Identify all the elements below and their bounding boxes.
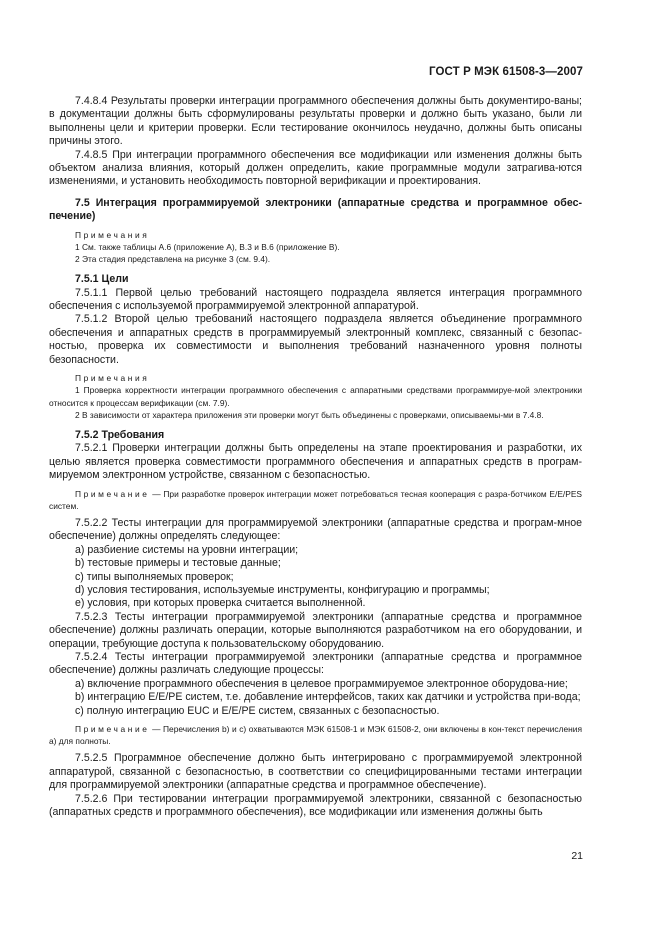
notes-heading: Примечания bbox=[75, 229, 150, 240]
note-item: 2 В зависимости от характера приложения эти проверки могут быть объединены с проверками, описываемы-ми в 7.4.8. bbox=[75, 409, 544, 420]
note-label: Примечание bbox=[75, 488, 150, 499]
note-item: 1 См. также таблицы А.6 (приложение А), В.3 и В.6 (приложение В). bbox=[75, 241, 340, 252]
list-item: c) типы выполняемых проверок; bbox=[75, 570, 234, 583]
list-item: c) полную интеграцию EUC и E/E/PE систем, связанных с безопасностью. bbox=[75, 704, 440, 717]
note-text: — Перечисления b) и c) охватываются МЭК 61508-1 и МЭК 61508-2, они включены в кон-текст перечисления а) для полноты. bbox=[49, 724, 583, 747]
notes-block-7-5 bbox=[49, 229, 582, 266]
paragraph-7-5-1-2: 7.5.1.2 Второй целью требований настоящего подраздела является объединение программного обеспечения и аппаратных средств в программируемый электронный комплекс, связанный с безопас-ностью, проверка их совместимости и выполнения требований назначенного уровня полноты безопасности. bbox=[49, 313, 582, 366]
paragraph-7-5-2-4: 7.5.2.4 Тесты интеграции программируемой электроники (аппаратные средства и программное обеспечение) должны различать следующие процессы: bbox=[49, 651, 582, 677]
paragraph-7-5-2-6: 7.5.2.6 При тестировании интеграции программируемой электроники, связанной с безопасностью (аппаратных средств и программного обеспечения), все модификации или изменения должны быть bbox=[49, 792, 582, 819]
list-item: а) включение программного обеспечения в целевое программируемое электронное оборудова-ние; bbox=[75, 677, 568, 690]
note-item: 2 Эта стадия представлена на рисунке 3 (см. 9.4). bbox=[75, 254, 271, 265]
list-item: b) тестовые примеры и тестовые данные; bbox=[75, 557, 281, 570]
paragraph-7-5-1-1: 7.5.1.1 Первой целью требований настоящего подраздела является интеграция программного обеспечения с используемой программируемой электронной аппаратурой. bbox=[49, 286, 582, 313]
notes-heading: Примечания bbox=[75, 373, 150, 384]
note-item: 1 Проверка корректности интеграции программного обеспечения с аппаратными средствами программируе-мой электроники относится к процессам верификации (см. 7.9). bbox=[49, 385, 582, 408]
subsection-heading-7-5-2: 7.5.2 Требования bbox=[75, 428, 165, 441]
list-item: d) условия тестирования, используемые инструменты, конфигурацию и программы; bbox=[75, 583, 490, 596]
paragraph-7-5-2-5: 7.5.2.5 Программное обеспечение должно быть интегрировано с программируемой электронной аппаратурой, связанной с безопасностью, в соответствии со специфицированными тестами интеграции для программируемой электроники (аппаратные средства и программное обеспечение). bbox=[49, 752, 582, 792]
page-content bbox=[49, 95, 582, 819]
list-item: а) разбиение системы на уровни интеграции; bbox=[75, 543, 299, 556]
paragraph-7-5-2-1: 7.5.2.1 Проверки интеграции должны быть определены на этапе проектирования и разработки, их целью является проверка совместимости программного обеспечения и аппаратных средств в програм-мируемом электронном устройстве, связанном с безопасностью. bbox=[49, 442, 582, 482]
paragraph-7-5-2-3: 7.5.2.3 Тесты интеграции программируемой электроники (аппаратные средства и программное обеспечение) должны различать операции, которые выполняются разработчиком на его оборудовании, и операции, требующие доступа к пользовательскому оборудованию. bbox=[49, 610, 582, 650]
page-number: 21 bbox=[571, 850, 583, 862]
paragraph-7-4-8-5: 7.4.8.5 При интеграции программного обеспечения все модификации или изменения должны быть объектом анализа влияния, который должен определить, какие программные модули затрагива-ются изменениями, и установить необходимость повторной верификации и проектирования. bbox=[49, 148, 582, 188]
section-heading-7-5: 7.5 Интеграция программируемой электроники (аппаратные средства и программное обес-печение) bbox=[49, 196, 582, 223]
standard-header: ГОСТ Р МЭК 61508-3—2007 bbox=[429, 66, 583, 78]
list-item: b) интеграцию E/E/PE систем, т.е. добавление интерфейсов, таких как датчики и устройства при-вода; bbox=[75, 691, 581, 704]
list-item: e) условия, при которых проверка считается выполненной. bbox=[75, 597, 366, 610]
note-text: — При разработке проверок интеграции может потребоваться тесная кооперация с разра-ботчиком E/E/PES систем. bbox=[49, 488, 582, 511]
paragraph-7-4-8-4: 7.4.8.4 Результаты проверки интеграции программного обеспечения должны быть документиро-ваны; в документации должны быть сформулированы результаты проверки и должно быть указано, были ли выполнены цели и критерии проверки. Если тестирование окончилось неудачно, должны быть описаны причины этого. bbox=[49, 95, 582, 148]
note-7-5-2-4 bbox=[49, 723, 582, 747]
note-label: Примечание bbox=[75, 724, 150, 735]
notes-block-7-5-1 bbox=[49, 372, 582, 421]
note-7-5-2-1 bbox=[49, 488, 582, 512]
subsection-heading-7-5-1: 7.5.1 Цели bbox=[75, 273, 129, 286]
paragraph-7-5-2-2: 7.5.2.2 Тесты интеграции для программируемой электроники (аппаратные средства и програм-мное обеспечение) должны определять следующее: bbox=[49, 516, 582, 543]
